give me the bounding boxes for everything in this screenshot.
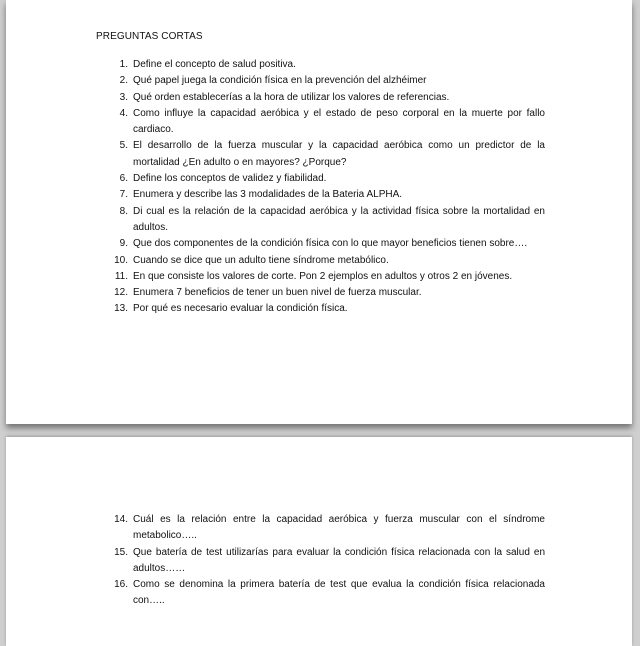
- question-item: [110, 512, 545, 545]
- question-item: [110, 90, 545, 106]
- question-text: Enumera y describe las 3 modalidades de la Bateria ALPHA.: [133, 189, 403, 201]
- question-number: 8.: [119, 205, 128, 217]
- question-item: [110, 138, 545, 171]
- question-number: 7.: [119, 189, 128, 201]
- question-item: [110, 204, 545, 237]
- question-text: En que consiste los valores de corte. Pon 2 ejemplos en adultos y otros 2 en jóvenes.: [133, 270, 513, 282]
- question-item: [110, 187, 545, 203]
- question-text: Qué papel juega la condición física en la prevención del alzhéimer: [133, 75, 427, 87]
- question-text: Que batería de test utilizarías para evaluar la condición física relacionada con la salud en adultos……: [133, 546, 545, 574]
- question-text: Por qué es necesario evaluar la condición física.: [133, 303, 348, 315]
- question-text: Que dos componentes de la condición física con lo que mayor beneficios tienen sobre….: [133, 238, 528, 250]
- question-text: Define los conceptos de validez y fiabilidad.: [133, 173, 327, 185]
- question-item: [110, 301, 545, 317]
- question-item: [110, 171, 545, 187]
- question-number: 4.: [119, 107, 128, 119]
- question-text: Define el concepto de salud positiva.: [133, 59, 296, 70]
- question-number: 9.: [119, 238, 128, 250]
- question-text: Como influye la capacidad aeróbica y el estado de peso corporal en la muerte por fallo cardiaco.: [133, 107, 545, 136]
- question-text: Enumera 7 beneficios de tener un buen nivel de fuerza muscular.: [133, 287, 422, 299]
- question-number: 16.: [114, 579, 128, 591]
- question-item: [110, 253, 545, 269]
- question-number: 15.: [114, 546, 128, 558]
- question-number: 14.: [114, 514, 128, 525]
- question-number: 2.: [119, 75, 128, 87]
- question-number: 11.: [114, 270, 128, 282]
- question-number: 10.: [114, 254, 128, 266]
- question-number: 6.: [119, 173, 128, 185]
- question-item: [110, 73, 545, 89]
- question-item: [110, 545, 545, 578]
- question-item: [110, 236, 545, 252]
- question-item: [110, 269, 545, 285]
- question-item: [110, 57, 545, 73]
- question-number: 3.: [119, 91, 128, 103]
- question-text: Cuál es la relación entre la capacidad aeróbica y fuerza muscular con el síndrome metabolico…..: [133, 514, 545, 542]
- question-number: 13.: [114, 303, 128, 315]
- question-number: 12.: [114, 287, 128, 299]
- question-number: 5.: [119, 140, 128, 152]
- question-item: [110, 285, 545, 301]
- question-text: Qué orden establecerías a la hora de utilizar los valores de referencias.: [133, 91, 450, 103]
- question-text: El desarrollo de la fuerza muscular y la capacidad aeróbica como un predictor de la mortalidad ¿En adulto o en mayores? ¿Porque?: [133, 140, 545, 168]
- document-page-1: [6, 0, 632, 424]
- question-item: [110, 577, 545, 610]
- document-page-2: [6, 437, 632, 646]
- page-title: PREGUNTAS CORTAS: [96, 31, 203, 42]
- question-text: Cuando se dice que un adulto tiene síndrome metabólico.: [133, 254, 389, 266]
- question-text: Di cual es la relación de la capacidad aeróbica y la actividad física sobre la mortalidad en adultos.: [133, 205, 545, 233]
- question-list-continued: [110, 512, 545, 610]
- question-list: [110, 57, 545, 318]
- question-item: [110, 106, 545, 139]
- question-text: Como se denomina la primera batería de test que evalua la condición física relacionada con…..: [133, 579, 545, 607]
- question-number: 1.: [119, 59, 128, 70]
